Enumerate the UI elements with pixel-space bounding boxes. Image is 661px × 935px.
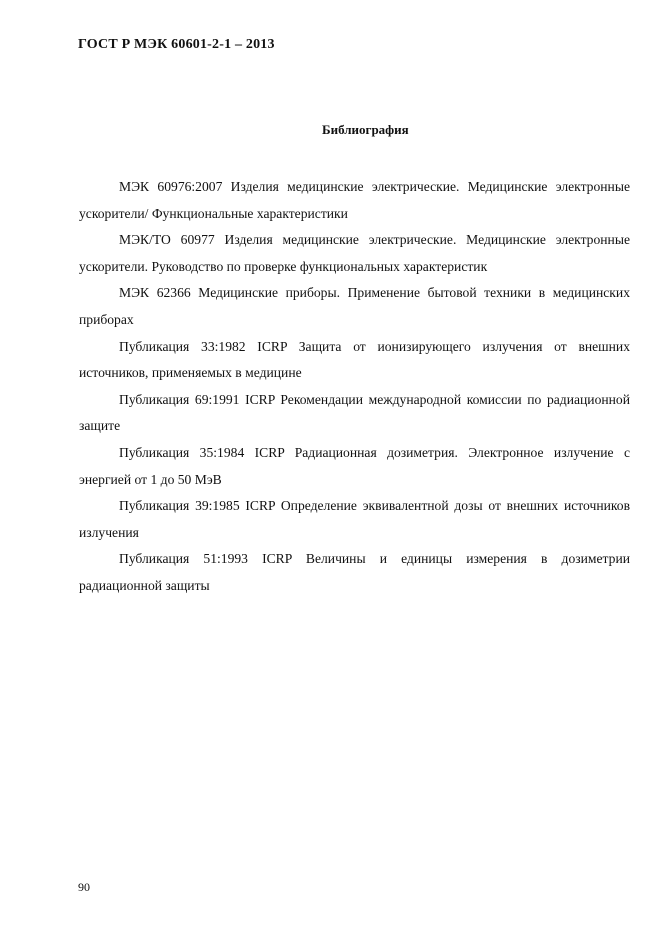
bibliography-title: Библиография bbox=[322, 122, 409, 137]
reference-item: МЭК 60976:2007 Изделия медицинские электрические. Медицинские электронные ускорители/ Функциональные характеристики bbox=[79, 179, 630, 221]
reference-item: МЭК 62366 Медицинские приборы. Применение бытовой техники в медицинских приборах bbox=[79, 285, 630, 327]
reference-item: Публикация 69:1991 ICRP Рекомендации международной комиссии по радиационной защите bbox=[79, 391, 630, 434]
reference-list bbox=[79, 174, 630, 600]
reference-item: Публикация 35:1984 ICRP Радиационная дозиметрия. Электронное излучение с энергией от 1 до 50 МэВ bbox=[79, 444, 630, 487]
reference-item: Публикация 51:1993 ICRP Величины и единицы измерения в дозиметрии радиационной защиты bbox=[79, 551, 630, 593]
page-number: 90 bbox=[78, 880, 90, 894]
reference-item: МЭК/ТО 60977 Изделия медицинские электрические. Медицинские электронные ускорители. Руководство по проверке функциональных характеристик bbox=[79, 232, 630, 274]
document-header: ГОСТ Р МЭК 60601-2-1 – 2013 bbox=[78, 37, 275, 52]
reference-item: Публикация 39:1985 ICRP Определение эквивалентной дозы от внешних источников излучения bbox=[79, 498, 630, 540]
reference-item: Публикация 33:1982 ICRP Защита от ионизирующего излучения от внешних источников, применяемых в медицине bbox=[79, 338, 630, 381]
